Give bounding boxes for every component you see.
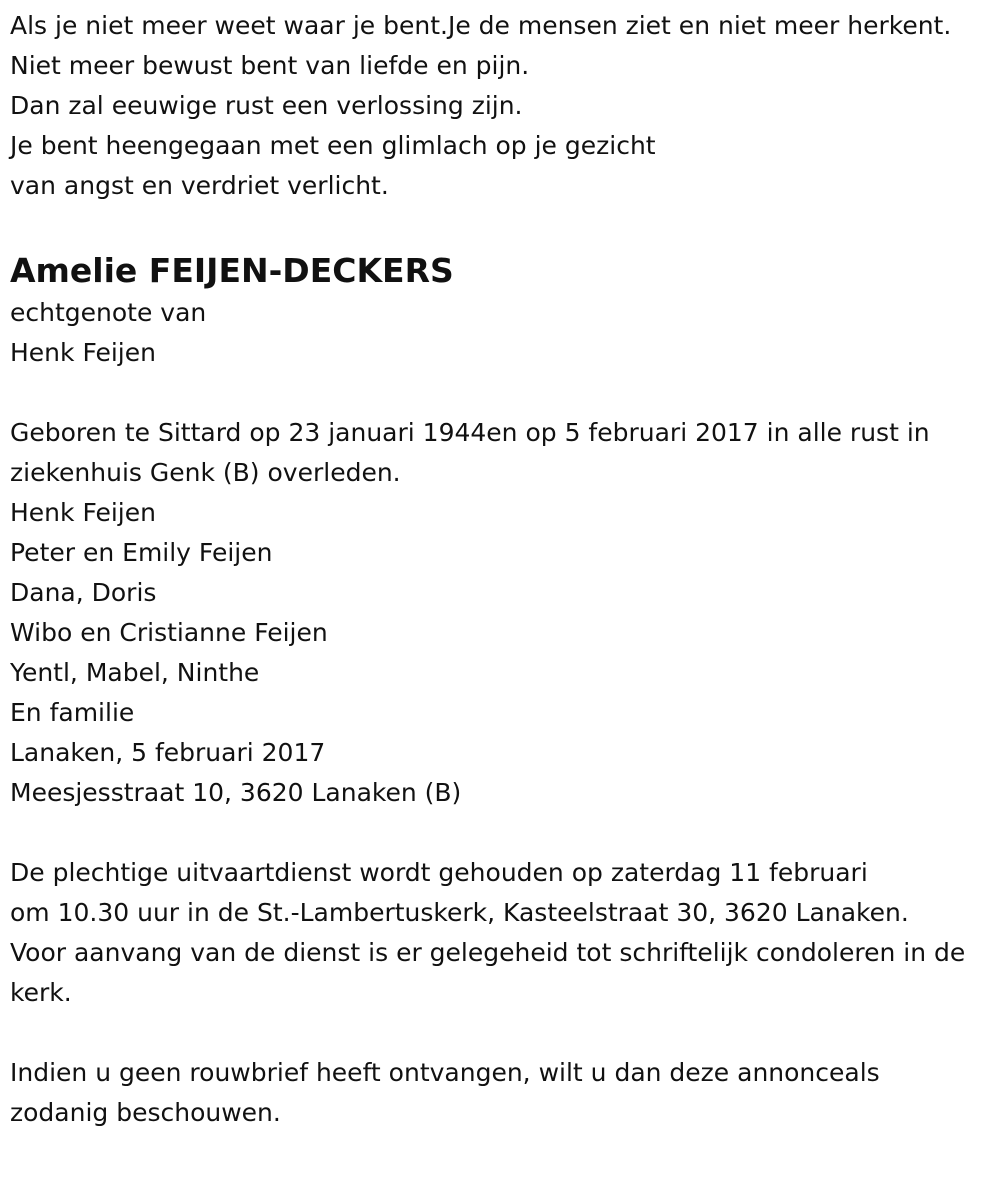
address: Meesjesstraat 10, 3620 Lanaken (B) — [10, 778, 462, 807]
notice-text: Indien u geen rouwbrief heeft ontvangen, wilt u dan deze annonceals zodanig beschouwen. — [10, 1058, 880, 1127]
family-member: Henk Feijen — [10, 498, 156, 527]
place-date: Lanaken, 5 februari 2017 — [10, 738, 326, 767]
place-address-block — [10, 733, 990, 813]
family-member: Wibo en Cristianne Feijen — [10, 618, 328, 647]
family-member: Peter en Emily Feijen — [10, 538, 273, 567]
poem-line: Als je niet meer weet waar je bent.Je de mensen ziet en niet meer herkent. — [10, 11, 952, 40]
poem-line: van angst en verdriet verlicht. — [10, 171, 389, 200]
relation-label: echtgenote van — [10, 298, 207, 327]
family-list — [10, 493, 990, 733]
relation-block — [10, 293, 990, 373]
poem — [10, 6, 990, 206]
spacer — [10, 373, 990, 413]
family-member: Yentl, Mabel, Ninthe — [10, 658, 260, 687]
birth-death-block — [10, 413, 990, 493]
spacer — [10, 813, 990, 853]
family-member: En familie — [10, 698, 135, 727]
poem-line: Niet meer bewust bent van liefde en pijn. — [10, 51, 530, 80]
poem-line: Dan zal eeuwige rust een verlossing zijn. — [10, 91, 523, 120]
deceased-name: Amelie FEIJEN-DECKERS — [10, 251, 454, 290]
birth-death-text: Geboren te Sittard op 23 januari 1944en op 5 februari 2017 in alle rust in ziekenhuis Genk (B) overleden. — [10, 418, 930, 487]
spacer — [10, 1013, 990, 1053]
service-line: Voor aanvang van de dienst is er gelegeheid tot schriftelijk condoleren in de kerk. — [10, 938, 966, 1007]
family-member: Dana, Doris — [10, 578, 157, 607]
poem-line: Je bent heengegaan met een glimlach op je gezicht — [10, 131, 656, 160]
notice-block — [10, 1053, 990, 1133]
service-line: om 10.30 uur in de St.-Lambertuskerk, Kasteelstraat 30, 3620 Lanaken. — [10, 898, 909, 927]
service-block — [10, 853, 990, 1013]
service-line: De plechtige uitvaartdienst wordt gehouden op zaterdag 11 februari — [10, 858, 868, 887]
spouse-name: Henk Feijen — [10, 338, 156, 367]
